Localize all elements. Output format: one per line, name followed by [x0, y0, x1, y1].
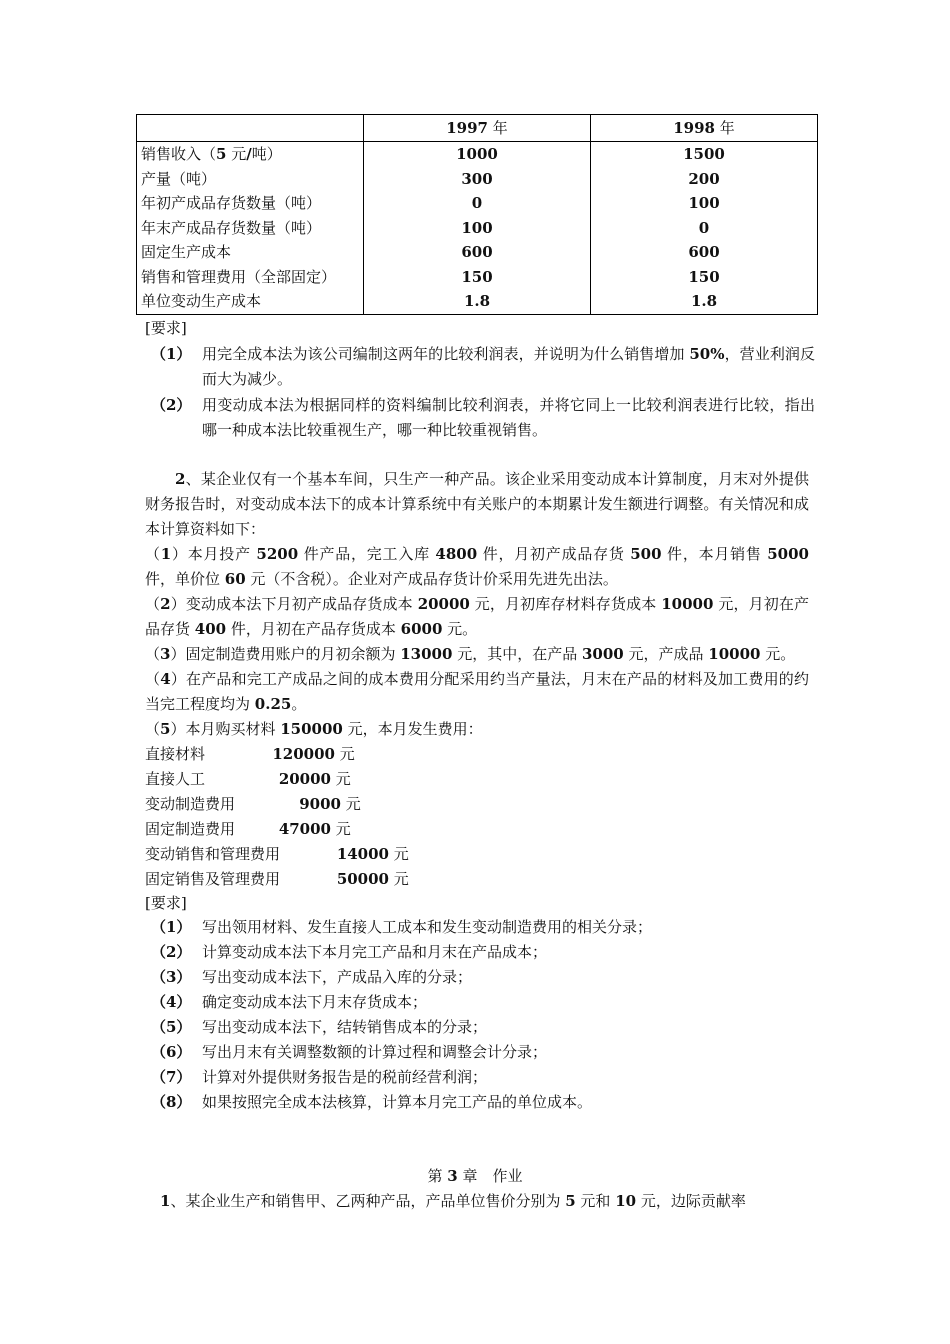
cost-amount: 14000: [336, 845, 389, 863]
condition-3: （3）固定制造费用账户的月初余额为 13000 元，其中，在产品 3000 元，产成品 10000 元。: [145, 645, 796, 663]
requirement-text: 写出变动成本法下，结转销售成本的分录；: [202, 1018, 488, 1036]
requirement-text: 计算变动成本法下本月完工产品和月末在产品成本；: [202, 943, 548, 961]
cost-unit: 元: [393, 845, 409, 863]
cell-1998: 150: [591, 265, 818, 290]
row-label: 年初产成品存货数量（吨）: [137, 191, 364, 216]
requirements-heading-2: [要求]: [145, 894, 187, 912]
requirement-number: （4）: [151, 993, 192, 1011]
cell-1997: 600: [364, 240, 591, 265]
requirement-item: [145, 342, 815, 392]
cell-1997: 300: [364, 167, 591, 192]
cost-unit: 元: [345, 795, 361, 813]
cost-label: 固定销售及管理费用: [145, 870, 281, 888]
requirement-number: （1）: [151, 345, 192, 363]
requirement-text: 写出领用材料、发生直接人工成本和发生变动制造费用的相关分录；: [202, 918, 653, 936]
table-header-1998: 1998 年: [591, 115, 818, 142]
cell-1997: 1.8: [364, 289, 591, 314]
requirement-item: [145, 965, 815, 990]
cost-unit: 元: [393, 870, 409, 888]
condition-4: （4）在产品和完工产成品之间的成本费用分配采用约当产量法，月末在产品的材料及加工费用的约当完工程度均为 0.25。: [145, 670, 809, 713]
table-header-blank: [137, 115, 364, 142]
requirement-text: 写出变动成本法下，产成品入库的分录；: [202, 968, 473, 986]
table-row: [137, 142, 818, 167]
row-label: 产量（吨）: [137, 167, 364, 192]
requirement-text: 用完全成本法为该公司编制这两年的比较利润表，并说明为什么销售增加 50%，营业利润反而大为减少。: [202, 345, 815, 388]
cost-amount: 120000: [272, 745, 335, 763]
requirement-number: （2）: [151, 396, 192, 414]
cell-1997: 0: [364, 191, 591, 216]
cost-row: [145, 842, 409, 866]
cost-label: 直接材料: [145, 745, 206, 763]
table-row: [137, 191, 818, 216]
row-label: 单位变动生产成本: [137, 289, 364, 314]
requirement-item: [145, 1090, 815, 1115]
row-label: 销售和管理费用（全部固定）: [137, 265, 364, 290]
requirement-item: [145, 915, 815, 940]
table-row: [137, 167, 818, 192]
cost-row: [145, 792, 361, 816]
requirement-number: （2）: [151, 943, 192, 961]
chapter-title: 第 3 章 作业: [427, 1167, 523, 1185]
condition-5: （5）本月购买材料 150000 元，本月发生费用：: [145, 720, 483, 738]
cell-1998: 200: [591, 167, 818, 192]
cost-amount: 47000: [278, 820, 331, 838]
cost-row: [145, 817, 351, 841]
cell-1998: 1.8: [591, 289, 818, 314]
table-row: [137, 216, 818, 241]
cost-unit: 元: [339, 745, 355, 763]
cell-1998: 600: [591, 240, 818, 265]
condition-2: （2）变动成本法下月初产成品存货成本 20000 元，月初库存材料存货成本 10000 元，月初在产品存货 400 件，月初在产品存货成本 6000 元。: [145, 595, 809, 638]
cost-unit: 元: [335, 820, 351, 838]
cost-row: [145, 867, 409, 891]
requirement-text: 写出月末有关调整数额的计算过程和调整会计分录；: [202, 1043, 548, 1061]
table-row: [137, 265, 818, 290]
cost-row: [145, 767, 351, 791]
cell-1997: 1000: [364, 142, 591, 167]
comparison-table: [136, 114, 818, 315]
requirement-item: [145, 990, 815, 1015]
row-label: 销售收入（5 元/吨）: [137, 142, 364, 167]
cell-1997: 100: [364, 216, 591, 241]
requirement-item: [145, 1040, 815, 1065]
cost-label: 直接人工: [145, 770, 206, 788]
requirement-text: 如果按照完全成本法核算，计算本月完工产品的单位成本。: [202, 1093, 593, 1111]
requirement-item: [145, 1015, 815, 1040]
row-label: 年末产成品存货数量（吨）: [137, 216, 364, 241]
requirement-number: （7）: [151, 1068, 192, 1086]
table-header-row: [137, 115, 818, 142]
cost-row: [145, 742, 355, 766]
requirements-heading: [要求]: [145, 319, 187, 337]
cell-1998: 100: [591, 191, 818, 216]
requirement-text: 用变动成本法为根据同样的资料编制比较利润表，并将它同上一比较利润表进行比较，指出哪一种成本法比较重视生产，哪一种比较重视销售。: [202, 396, 815, 439]
requirement-item: [145, 940, 815, 965]
requirement-number: （1）: [151, 918, 192, 936]
cell-1998: 1500: [591, 142, 818, 167]
requirement-number: （5）: [151, 1018, 192, 1036]
cost-label: 固定制造费用: [145, 820, 236, 838]
requirement-text: 计算对外提供财务报告是的税前经营利润；: [202, 1068, 488, 1086]
requirement-number: （8）: [151, 1093, 192, 1111]
chapter-3-question-1: 1、某企业生产和销售甲、乙两种产品，产品单位售价分别为 5 元和 10 元，边际贡献率: [160, 1192, 746, 1210]
cost-label: 变动制造费用: [145, 795, 236, 813]
requirement-item: [145, 393, 815, 443]
cost-amount: 50000: [336, 870, 389, 888]
row-label: 固定生产成本: [137, 240, 364, 265]
cost-label: 变动销售和管理费用: [145, 845, 281, 863]
table-header-1997: 1997 年: [364, 115, 591, 142]
cell-1997: 150: [364, 265, 591, 290]
cost-unit: 元: [335, 770, 351, 788]
requirement-text: 确定变动成本法下月末存货成本；: [202, 993, 428, 1011]
table-row: [137, 240, 818, 265]
table-row: [137, 289, 818, 314]
cost-amount: 20000: [278, 770, 331, 788]
cell-1998: 0: [591, 216, 818, 241]
cost-amount: 9000: [299, 795, 341, 813]
requirement-item: [145, 1065, 815, 1090]
question-2-intro: 2、某企业仅有一个基本车间，只生产一种产品。该企业采用变动成本计算制度，月末对外提供财务报告时，对变动成本法下的成本计算系统中有关账户的本期累计发生额进行调整。有关情况和成本计算资料如下：: [145, 470, 809, 538]
condition-1: （1）本月投产 5200 件产品，完工入库 4800 件，月初产成品存货 500 件，本月销售 5000 件，单价位 60 元（不含税）。企业对产成品存货计价采用先进先出法。: [145, 545, 809, 588]
requirement-number: （3）: [151, 968, 192, 986]
requirement-number: （6）: [151, 1043, 192, 1061]
